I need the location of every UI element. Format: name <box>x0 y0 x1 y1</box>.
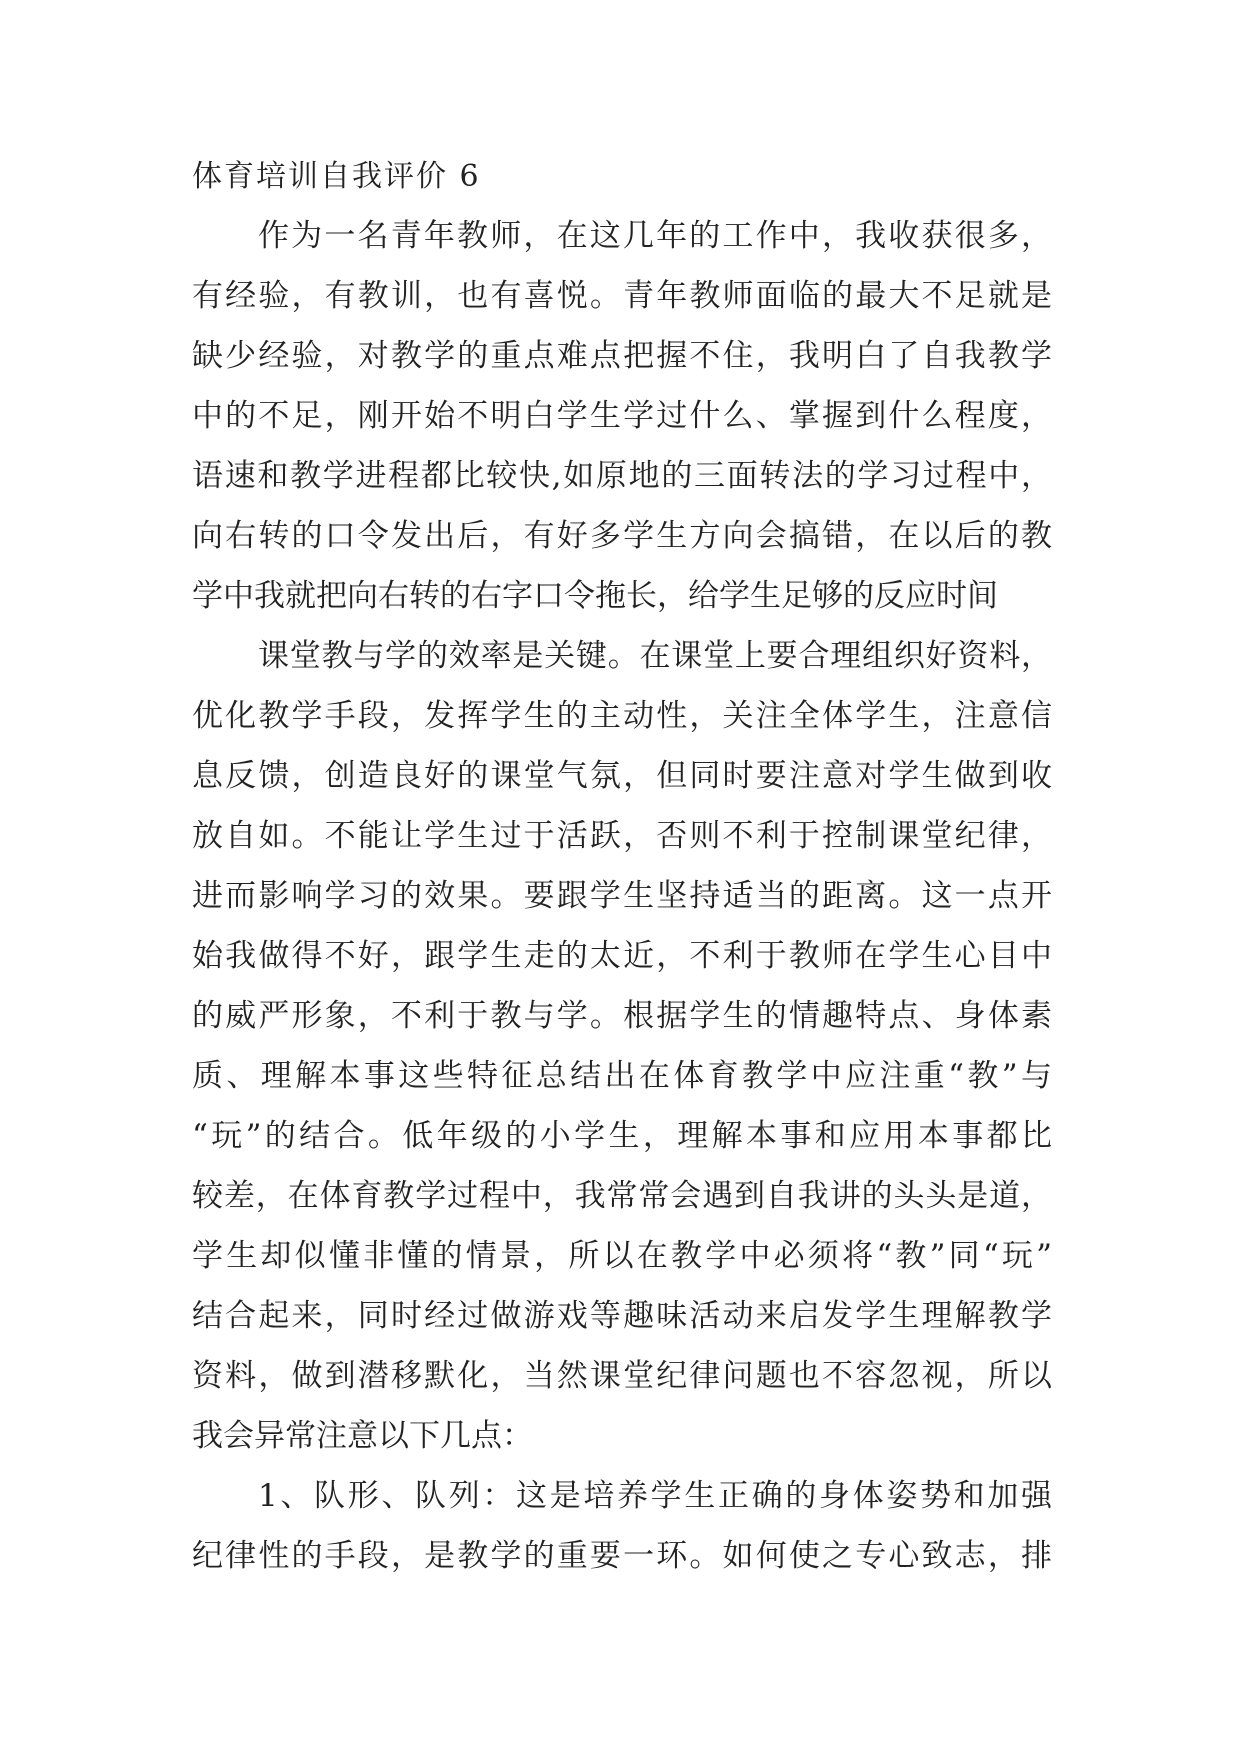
text-line: 资料，做到潜移默化，当然课堂纪律问题也不容忽视，所以 <box>192 1358 1052 1394</box>
text-line: 作为一名青年教师，在这几年的工作中，我收获很多， <box>258 218 1052 254</box>
text-line: 语速和教学进程都比较快,如原地的三面转法的学习过程中， <box>192 458 1052 494</box>
text-line: 学生却似懂非懂的情景，所以在教学中必须将“教”同“玩” <box>192 1238 1052 1274</box>
text-line: 质、理解本事这些特征总结出在体育教学中应注重“教”与 <box>192 1058 1052 1094</box>
document-title: 体育培训自我评价 6 <box>192 159 481 194</box>
text-line: 始我做得不好，跟学生走的太近，不利于教师在学生心目中 <box>192 938 1052 974</box>
text-line: 息反馈，创造良好的课堂气氛，但同时要注意对学生做到收 <box>192 758 1052 794</box>
text-line: 的威严形象，不利于教与学。根据学生的情趣特点、身体素 <box>192 998 1052 1034</box>
text-line: 中的不足，刚开始不明白学生学过什么、掌握到什么程度， <box>192 398 1052 434</box>
text-line: 我会异常注意以下几点： <box>192 1418 533 1454</box>
text-line: 1、队形、队列：这是培养学生正确的身体姿势和加强 <box>258 1478 1052 1514</box>
text-line: 纪律性的手段，是教学的重要一环。如何使之专心致志，排 <box>192 1538 1052 1574</box>
text-line: “玩”的结合。低年级的小学生，理解本事和应用本事都比 <box>192 1118 1052 1154</box>
text-line: 结合起来，同时经过做游戏等趣味活动来启发学生理解教学 <box>192 1298 1052 1334</box>
text-line: 较差，在体育教学过程中，我常常会遇到自我讲的头头是道， <box>192 1178 1052 1214</box>
paragraph <box>192 206 1052 626</box>
document-body <box>192 148 1052 1586</box>
text-line: 有经验，有教训，也有喜悦。青年教师面临的最大不足就是 <box>192 278 1052 314</box>
text-line: 优化教学手段，发挥学生的主动性，关注全体学生，注意信 <box>192 698 1052 734</box>
text-line: 缺少经验，对教学的重点难点把握不住，我明白了自我教学 <box>192 338 1052 374</box>
text-line: 进而影响学习的效果。要跟学生坚持适当的距离。这一点开 <box>192 878 1052 914</box>
text-line: 向右转的口令发出后，有好多学生方向会搞错，在以后的教 <box>192 518 1052 554</box>
paragraph <box>192 1466 1052 1586</box>
text-line: 放自如。不能让学生过于活跃，否则不利于控制课堂纪律， <box>192 818 1052 854</box>
paragraph <box>192 626 1052 1466</box>
text-line: 学中我就把向右转的右字口令拖长，给学生足够的反应时间 <box>192 578 998 614</box>
text-line: 课堂教与学的效率是关键。在课堂上要合理组织好资料， <box>258 638 1052 674</box>
